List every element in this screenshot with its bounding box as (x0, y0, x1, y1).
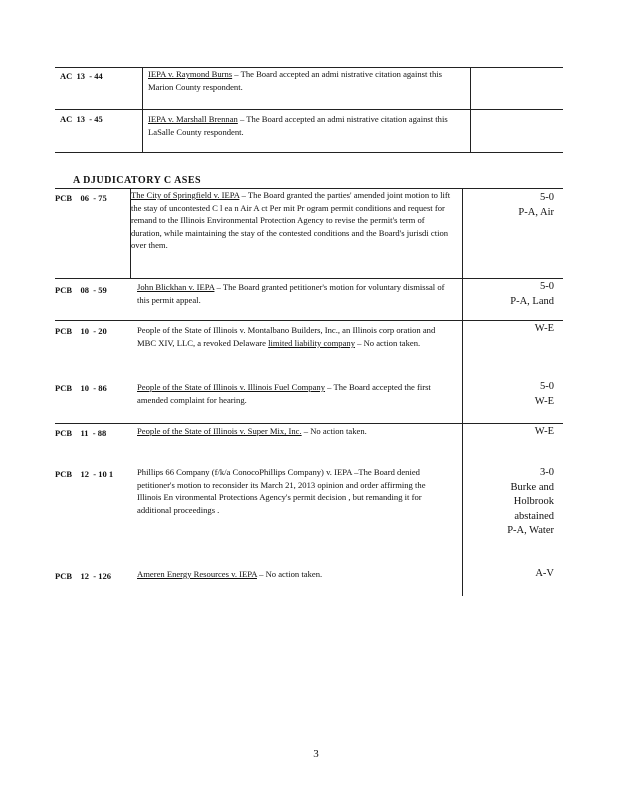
case-title: IEPA v. Raymond Burns (148, 69, 233, 79)
case-title: Ameren Energy Resources v. IEPA (137, 569, 257, 579)
case-number: PCB 12 - 10 1 (55, 469, 114, 479)
case-description: The City of Springfield v. IEPA – The Board granted the parties' amended joint motion to lift the stay of uncontested C l ea n Air A ct Per mit Pr ogram permit conditions and request for remand to the Illinois Environmental Protection Agency to revise the permit's term of duration, while maintaining the stay of the contested conditions and the Board's jurisdi ction over them. (131, 190, 451, 251)
case-description: People of the State of Illinois v. Illinois Fuel Company – The Board accepted the first amended complaint for hearing. (137, 382, 431, 405)
case-number: PCB 12 - 126 (55, 571, 111, 581)
column-divider (462, 188, 463, 596)
vote: 5-0 P-A, Land (510, 281, 554, 307)
case-number: PCB 10 - 20 (55, 326, 107, 336)
vote: 5-0 P-A, Air (518, 192, 554, 218)
case-description: Ameren Energy Resources v. IEPA – No action taken. (137, 569, 323, 579)
case-description: People of the State of Illinois v. Super Mix, Inc. – No action taken. (137, 426, 367, 436)
row-divider (55, 320, 563, 321)
case-title: limited liability company (268, 337, 355, 348)
case-description: People of the State of Illinois v. Montalbano Builders, Inc., an Illinois corp oration and MBC XIV, LLC, a revoked Delaware limited liability company – No action taken. (137, 325, 436, 348)
column-divider (142, 67, 143, 152)
case-number: AC 13 - 44 (60, 71, 103, 81)
vote: W-E (534, 323, 554, 334)
vote: 3-0 Burke and Holbrook abstained P-A, Water (507, 467, 554, 537)
case-title: People of the State of Illinois v. Super Mix, Inc. (137, 426, 302, 436)
case-description: John Blickhan v. IEPA – The Board granted petitioner's motion for voluntary dismissal of this permit appeal. (137, 282, 445, 305)
row-divider (55, 152, 563, 153)
case-number: PCB 06 - 75 (55, 193, 107, 203)
case-title: John Blickhan v. IEPA (137, 282, 215, 292)
case-number: PCB 10 - 86 (55, 383, 107, 393)
case-title: The City of Springfield v. IEPA (131, 190, 240, 200)
case-title: IEPA v. Marshall Brennan (148, 114, 238, 124)
case-description: Phillips 66 Company (f/k/a ConocoPhillips Company) v. IEPA –The Board denied petitioner's motion to reconsider its March 21, 2013 opinion and order affirming the Illinois En vironmental Protections Agency's permit decision , but remanding it for additional proceedings . (137, 467, 426, 515)
vote: A-V (535, 568, 554, 579)
vote: W-E (534, 426, 554, 437)
case-title: People of the State of Illinois v. Illinois Fuel Company (137, 382, 326, 392)
case-number: PCB 11 - 88 (55, 428, 107, 438)
column-divider (470, 67, 471, 152)
case-number: PCB 08 - 59 (55, 285, 107, 295)
vote: 5-0 W-E (534, 381, 554, 407)
case-description: IEPA v. Raymond Burns – The Board accepted an admi nistrative citation against this Marion County respondent. (148, 69, 442, 92)
row-divider (55, 423, 563, 424)
case-number: AC 13 - 45 (60, 114, 103, 124)
row-divider (55, 278, 563, 279)
section-heading: A DJUDICATORY C ASES (73, 175, 202, 186)
row-divider (55, 109, 563, 110)
case-description: IEPA v. Marshall Brennan – The Board accepted an admi nistrative citation against this LaSalle County respondent. (148, 114, 448, 137)
page-number: 3 (313, 748, 319, 760)
